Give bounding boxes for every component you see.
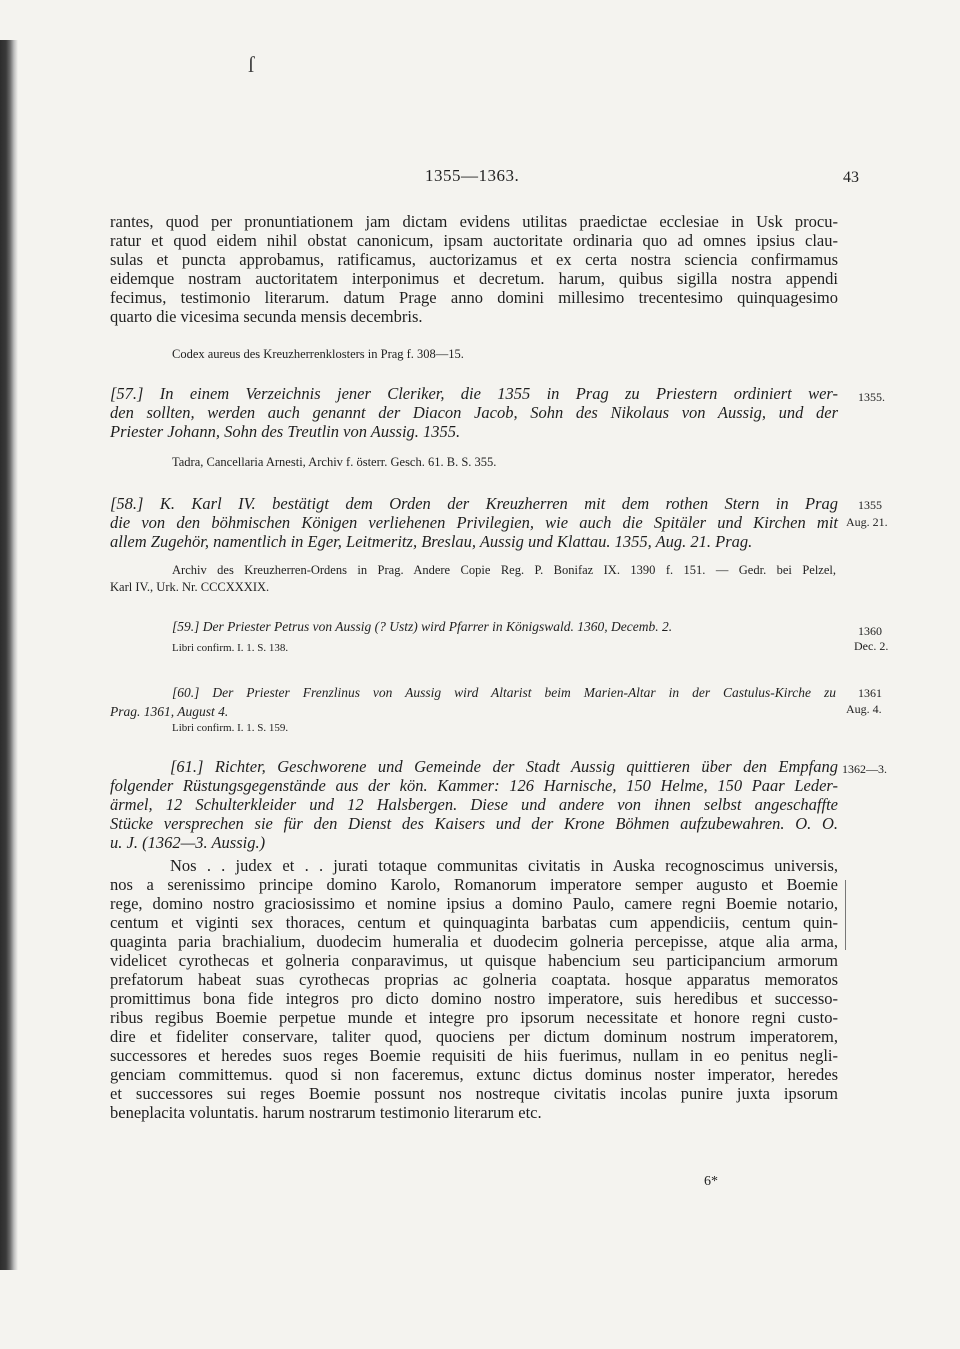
document-body [110, 856, 838, 1122]
margin-line [845, 880, 846, 950]
text-line: rantes, quod per pronuntiationem jam dictam evidens utilitas praedictae ecclesiae in Usk procu- [110, 212, 838, 231]
body-line: quaginta paria brachialium, duodecim humeralia et duodecim golneria percepisse, atque alia arma, [110, 932, 838, 951]
entry-58 [110, 494, 838, 551]
margin-date: Aug. 4. [846, 702, 882, 716]
margin-date: 1362—3. [842, 762, 887, 776]
entry-61 [110, 757, 838, 852]
entry-line: den sollten, werden auch genannt der Diacon Jacob, Sohn des Nikolaus von Aussig, und der [110, 403, 838, 422]
continuation-paragraph [110, 212, 838, 326]
margin-date: 1361 [858, 686, 882, 700]
body-line: rege, domino nostro graciosissimo et nomine ipsius a domino Paulo, camere regni Boemie notario, [110, 894, 838, 913]
text-line: sulas et puncta approbamus, ratificamus, auctorizamus et ex certa nostra sciencia confirmamus [110, 250, 838, 269]
entry-57 [110, 384, 838, 441]
source-note: Libri confirm. I. 1. S. 138. [172, 642, 289, 654]
body-line: genciam committemus. quod si non faceremus, extunc dictus dominus noster imperator, heredes [110, 1065, 838, 1084]
entry-line: folgender Rüstungsgegenstände aus der kön. Kammer: 126 Harnische, 150 Helme, 150 Paar Leder- [110, 776, 838, 795]
entry-line: [60.] Der Priester Frenzlinus von Aussig wird Altarist beim Marien-Altar in der Castulus-Kirche zu [172, 685, 836, 700]
margin-date: 1355. [858, 390, 885, 404]
entry-line: die von den böhmischen Königen verliehenen Privilegien, wie auch die Spitäler und Kirchen mit [110, 513, 838, 532]
ink-mark: ſ [248, 52, 255, 77]
binding-edge [0, 40, 18, 1270]
body-line: nos a serenissimo principe domino Karolo, Romanorum imperatore semper augusto et Boemie [110, 875, 838, 894]
entry-60 [110, 683, 836, 721]
body-line: et successores sui reges Boemie possunt nos nostreque civitatis incolas punire juxta ipsorum [110, 1084, 838, 1103]
entry-line: Stücke versprechen sie für den Dienst des Kaisers und der Krone Böhmen aufzubewahren. O. O. [110, 814, 838, 833]
source-note: Libri confirm. I. 1. S. 159. [172, 722, 289, 734]
margin-date: Aug. 21. [846, 515, 888, 529]
entry-line: u. J. (1362—3. Aussig.) [110, 833, 266, 852]
entry-59: [59.] Der Priester Petrus von Aussig (? Ustz) wird Pfarrer in Königswald. 1360, Decemb. 2. [172, 619, 673, 634]
margin-date: Dec. 2. [854, 639, 889, 653]
body-line: ribus regibus Boemie perpetue munde et integre pro ipsorum necessitate et honore regni custo- [110, 1008, 838, 1027]
source-line: Archiv des Kreuzherren-Ordens in Prag. Andere Copie Reg. P. Bonifaz IX. 1390 f. 151. — Gedr. bei Pelzel, [172, 563, 836, 577]
body-line: Nos . . judex et . . jurati totaque communitas civitatis in Auska recognoscimus universis, [170, 856, 838, 875]
entry-line: [58.] K. Karl IV. bestätigt dem Orden der Kreuzherren mit dem rothen Stern in Prag [110, 494, 838, 513]
source-note [110, 562, 836, 596]
body-line: beneplacita voluntatis. harum nostrarum testimonio literarum etc. [110, 1103, 542, 1122]
text-line: eidemque nostram auctoritatem interponimus et decretum. harum, quibus sigilla nostra appendi [110, 269, 838, 288]
entry-line: [57.] In einem Verzeichnis jener Cleriker, die 1355 in Prag zu Priestern ordiniert wer- [110, 384, 838, 403]
entry-line: [61.] Richter, Geschworene und Gemeinde der Stadt Aussig quittieren über den Empfang [170, 757, 838, 776]
running-header: 1355—1363. [425, 166, 520, 185]
source-line: Karl IV., Urk. Nr. CCCXXXIX. [110, 580, 270, 594]
body-line: videlicet cyrothecas et golneria conparavimus, ut quisque habencium seu participancium armorum [110, 951, 838, 970]
entry-line: allem Zugehör, namentlich in Eger, Leitmeritz, Breslau, Aussig und Klattau. 1355, Aug. 21. Prag. [110, 532, 753, 551]
entry-line: Prag. 1361, August 4. [110, 704, 229, 719]
text-line: ratur et quod eidem nihil obstat canonicum, ipsam auctoritate ordinaria quo ad omnes ipsius clau- [110, 231, 838, 250]
text-line: quarto die vicesima secunda mensis decembris. [110, 307, 423, 326]
body-line: centum et viginti sex thoraces, centum et quinquaginta barbatas cum appendiciis, centum quin- [110, 913, 838, 932]
entry-line: ärmel, 12 Schulterkleider und 12 Halsbergen. Diese und andere von ihnen selbst angeschaffte [110, 795, 838, 814]
margin-date: 1355 [858, 498, 882, 512]
body-line: successores et heredes suos reges Boemie requisiti de hiis fuerimus, nullam in eo penitus negli- [110, 1046, 838, 1065]
entry-line: Priester Johann, Sohn des Treutlin von Aussig. 1355. [110, 422, 461, 441]
body-line: dire et fideliter conservare, taliter quod, quociens per dictum dominum nostrum imperatorem, [110, 1027, 838, 1046]
signature-mark: 6* [704, 1174, 718, 1189]
source-note: Codex aureus des Kreuzherrenklosters in Prag f. 308—15. [172, 347, 464, 361]
page-number: 43 [843, 169, 859, 186]
margin-date: 1360 [858, 624, 882, 638]
body-line: prefatorum habeat suas cyrothecas proprias ac golneria coaptata. hosque apparatus memoratos [110, 970, 838, 989]
body-line: promittimus bona fide integros pro dicto domino nostro imperatore, suis heredibus et successo- [110, 989, 838, 1008]
text-line: fecimus, testimonio literarum. datum Prage anno domini millesimo trecentesimo quinquagesimo [110, 288, 838, 307]
source-note: Tadra, Cancellaria Arnesti, Archiv f. österr. Gesch. 61. B. S. 355. [172, 455, 497, 469]
